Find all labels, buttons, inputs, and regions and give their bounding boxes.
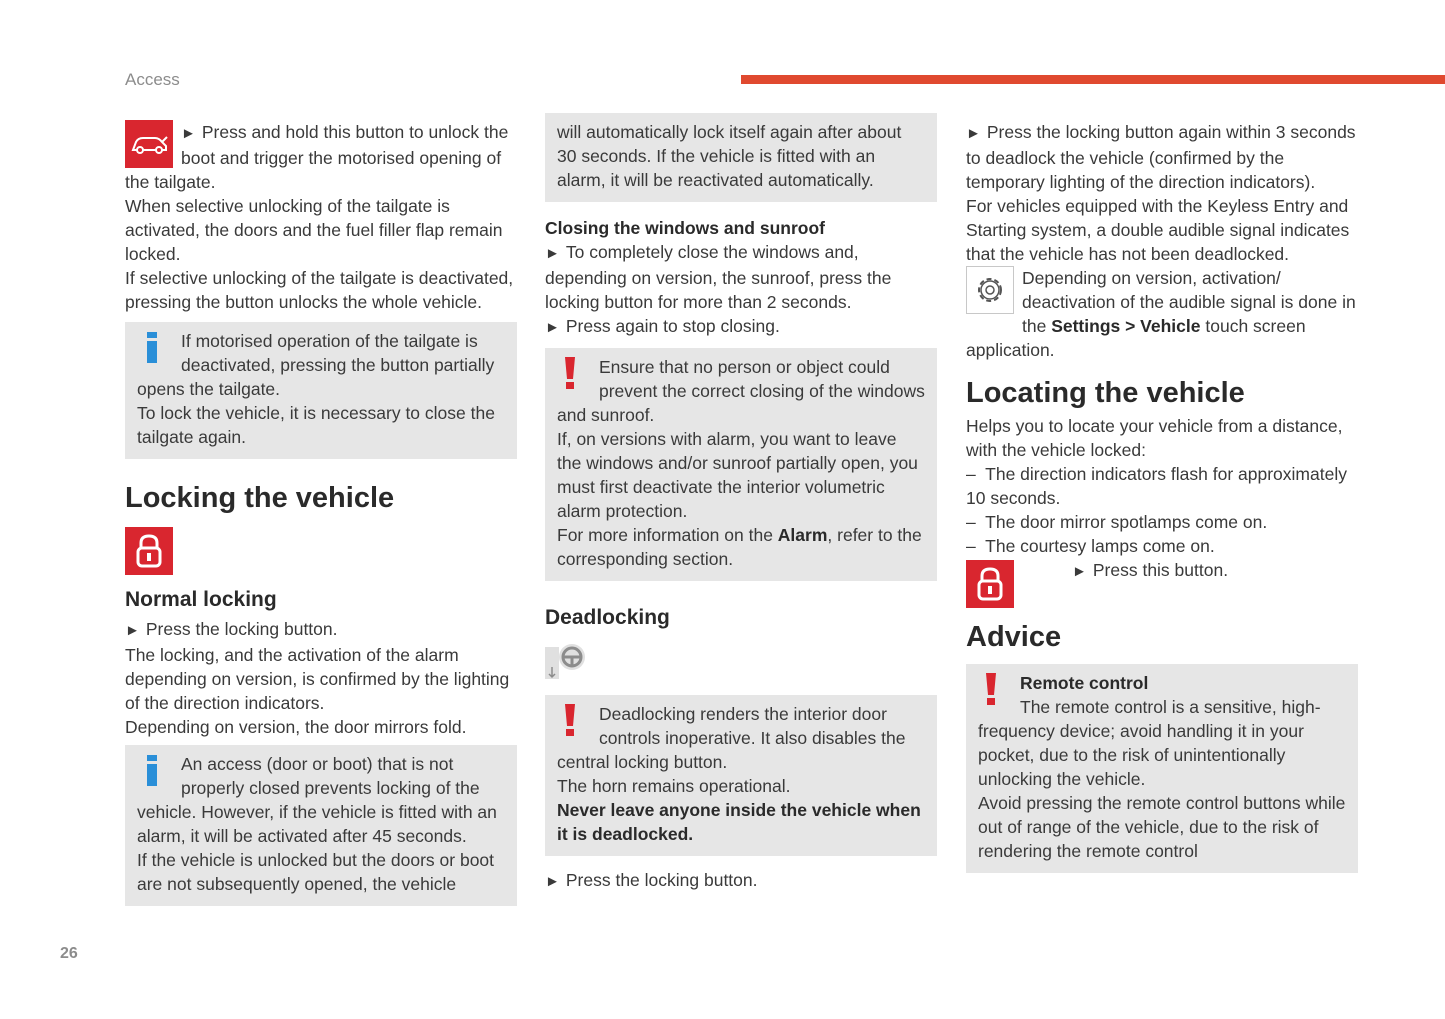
warning-icon [563,357,589,401]
closing-windows-title: Closing the windows and sunroof [545,218,825,238]
settings-gear-icon [966,266,1014,314]
arrow-bullet-icon: ► [545,873,560,890]
warning-text: If, on versions with alarm, you want to leave the windows and/or sunroof partially open, you must first deactivate the interior volumetric alarm protection. [557,429,918,521]
tailgate-paragraph [125,120,517,194]
warning-text: For more information on the Alarm, refer to the corresponding section. [557,525,922,569]
normal-locking-text: The locking, and the activation of the alarm depending on version, is confirmed by the lighting of the direction indicators. [125,645,510,713]
column-3 [966,120,1358,873]
info-icon [145,332,171,376]
arrow-bullet-icon: ► [181,125,196,142]
arrow-bullet-icon: ► [545,245,560,262]
keyless-text: For vehicles equipped with the Keyless Entry and Starting system, a double audible signal indicates that the vehicle has not been deadlocked. [966,196,1350,264]
page-number: 26 [60,945,78,962]
arrow-bullet-icon: ► [1072,563,1087,580]
locating-step-row [966,558,1358,610]
warning-note-windows [545,348,937,581]
locating-text: Helps you to locate your vehicle from a distance, with the vehicle locked: [966,416,1343,460]
warning-icon [563,704,589,748]
warning-text: Ensure that no person or object could prevent the correct closing of the windows and sunroof. [557,357,925,425]
note-continuation [545,113,937,202]
info-note-text: If the vehicle is unlocked but the doors or boot are not subsequently opened, the vehicle [137,850,495,894]
column-2 [545,113,937,894]
info-note-text: To lock the vehicle, it is necessary to close the tailgate again. [137,403,495,447]
header-section-title: Access [125,70,180,89]
remote-control-heading: Remote control [1020,673,1149,693]
audible-signal-paragraph [966,266,1358,362]
note-continuation-text: will automatically lock itself again after about 30 seconds. If the vehicle is fitted with an alarm, it will be reactivated automatically. [557,122,902,190]
locating-item: – The courtesy lamps come on. [966,536,1215,556]
mirror-fold-text: Depending on version, the door mirrors fold. [125,717,467,737]
warning-note-remote [966,664,1358,873]
arrow-bullet-icon: ► [545,319,560,336]
info-icon [145,755,171,799]
closing-step-1: ► To completely close the windows and, depending on version, the sunroof, press the locking button for more than 2 seconds. [545,242,892,312]
warning-text: Avoid pressing the remote control buttons while out of range of the vehicle, due to the risk of rendering the remote control [978,793,1346,861]
warning-text-bold: Never leave anyone inside the vehicle when it is deadlocked. [557,800,921,844]
lock-button-icon [125,527,173,575]
info-note-tailgate [125,322,517,459]
info-note-text: If motorised operation of the tailgate is deactivated, pressing the button partially opens the tailgate. [137,331,495,399]
warning-text: The remote control is a sensitive, high-frequency device; avoid handling it in your pocket, due to the risk of unintentionally unlocking the vehicle. [978,697,1321,789]
selective-activated-text: When selective unlocking of the tailgate is activated, the doors and the fuel filler flap remain locked. [125,196,503,264]
audible-signal-text: Depending on version, activation/ deactivation of the audible signal is done in the Settings > Vehicle touch screen application. [966,268,1356,360]
car-tailgate-icon [125,120,173,168]
locking-title: Locking the vehicle [125,482,395,514]
normal-locking-title: Normal locking [125,588,277,611]
warning-note-deadlocking [545,695,937,856]
column-1 [125,120,517,906]
deadlock-step: ► Press the locking button. [545,870,758,890]
advice-title: Advice [966,621,1062,653]
deadlocking-title: Deadlocking [545,606,670,629]
lock-button-icon [966,560,1014,608]
locating-step: ► Press this button. [1072,560,1229,580]
deadlock-step-2: ► Press the locking button again within 3 seconds to deadlock the vehicle (confirmed by the temporary lighting of the direction indicators). [966,122,1356,192]
locating-item: – The direction indicators flash for approximately 10 seconds. [966,464,1347,508]
normal-locking-step: ► Press the locking button. [125,619,338,639]
warning-icon [984,673,1010,717]
steering-wheel-icon [545,643,595,683]
warning-text: Deadlocking renders the interior door controls inoperative. It also disables the central locking button. [557,704,906,772]
warning-text: The horn remains operational. [557,776,791,796]
info-note-access [125,745,517,906]
closing-step-2: ► Press again to stop closing. [545,316,780,336]
tailgate-step: ► Press and hold this button to unlock the boot and trigger the motorised opening of the tailgate. [125,122,509,192]
selective-deactivated-text: If selective unlocking of the tailgate is deactivated, pressing the button unlocks the whole vehicle. [125,268,514,312]
arrow-bullet-icon: ► [125,622,140,639]
arrow-bullet-icon: ► [966,125,981,142]
info-note-text: An access (door or boot) that is not properly closed prevents locking of the vehicle. However, if the vehicle is fitted with an alarm, it will be activated after 45 seconds. [137,754,497,846]
locating-title: Locating the vehicle [966,377,1245,409]
header-accent-bar [741,75,1445,84]
locating-item: – The door mirror spotlamps come on. [966,512,1268,532]
